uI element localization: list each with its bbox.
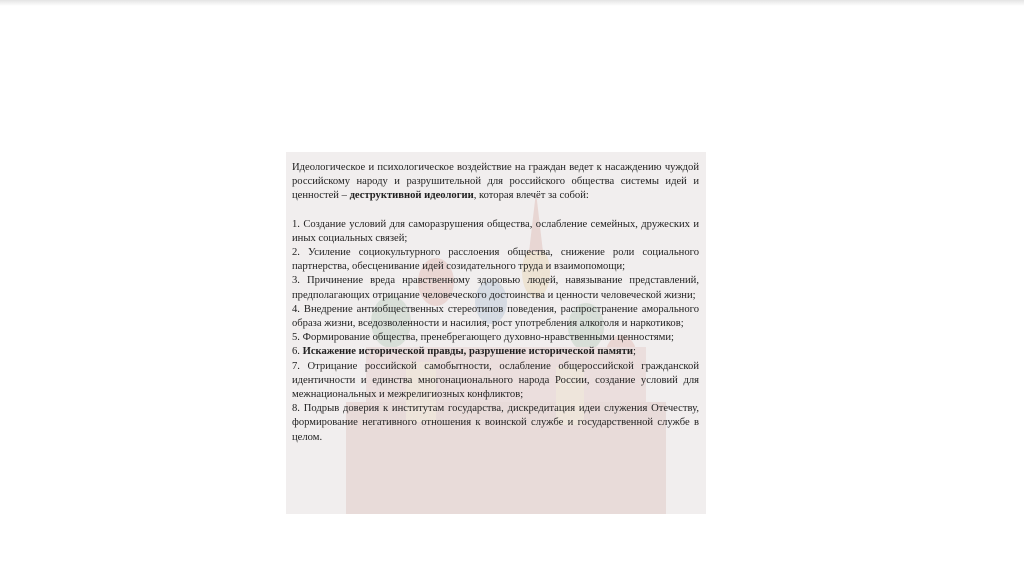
list-item-3: 3. Причинение вреда нравственному здоровью людей, навязывание представлений, предполагающих отрицание человеческого достоинства и ценности человеческой жизни; (292, 275, 699, 301)
intro-paragraph (292, 161, 699, 204)
list-item-6 (292, 345, 699, 359)
slide-card (286, 152, 706, 514)
intro-text: Идеологическое и психологическое воздействие на граждан ведет к насаждению чуждой российскому народу и разрушительной для российского общества системы идей и ценностей – (292, 162, 699, 202)
list-item-7: 7. Отрицание российской самобытности, ослабление общероссийской гражданской идентичности и единства многонационального народа России, создание условий для межнациональных и межрелигиозных конфликтов; (292, 360, 699, 401)
top-shadow (0, 0, 1024, 6)
list-item-2: 2. Усиление социокультурного расслоения общества, снижение роли социального партнерства, обесценивание идей созидательного труда и взаимопомощи; (292, 247, 699, 273)
list-item-6-suffix: ; (632, 346, 636, 358)
list-item-4: 4. Внедрение антиобщественных стереотипов поведения, распространение аморального образа жизни, вседозволенности и насилия, рост употребления алкоголя и наркотиков; (292, 303, 699, 330)
intro-ending: , которая влечёт за собой: (473, 190, 589, 202)
document-text (292, 161, 699, 445)
intro-bold-term: деструктивной идеологии (349, 190, 474, 202)
list-item-5: 5. Формирование общества, пренебрегающего духовно-нравственными ценностями; (292, 332, 674, 344)
list-item-6-bold: Искажение исторической правды, разрушение исторической памяти (302, 346, 633, 358)
list-item-1: 1. Создание условий для саморазрушения общества, ослабление семейных, дружеских и иных социальных связей; (292, 218, 699, 244)
list-item-8: 8. Подрыв доверия к институтам государства, дискредитация идеи служения Отечеству, формирование негативного отношения к воинской службе и государственной службе в целом. (292, 403, 699, 443)
list-item-6-prefix: 6. (292, 346, 303, 358)
